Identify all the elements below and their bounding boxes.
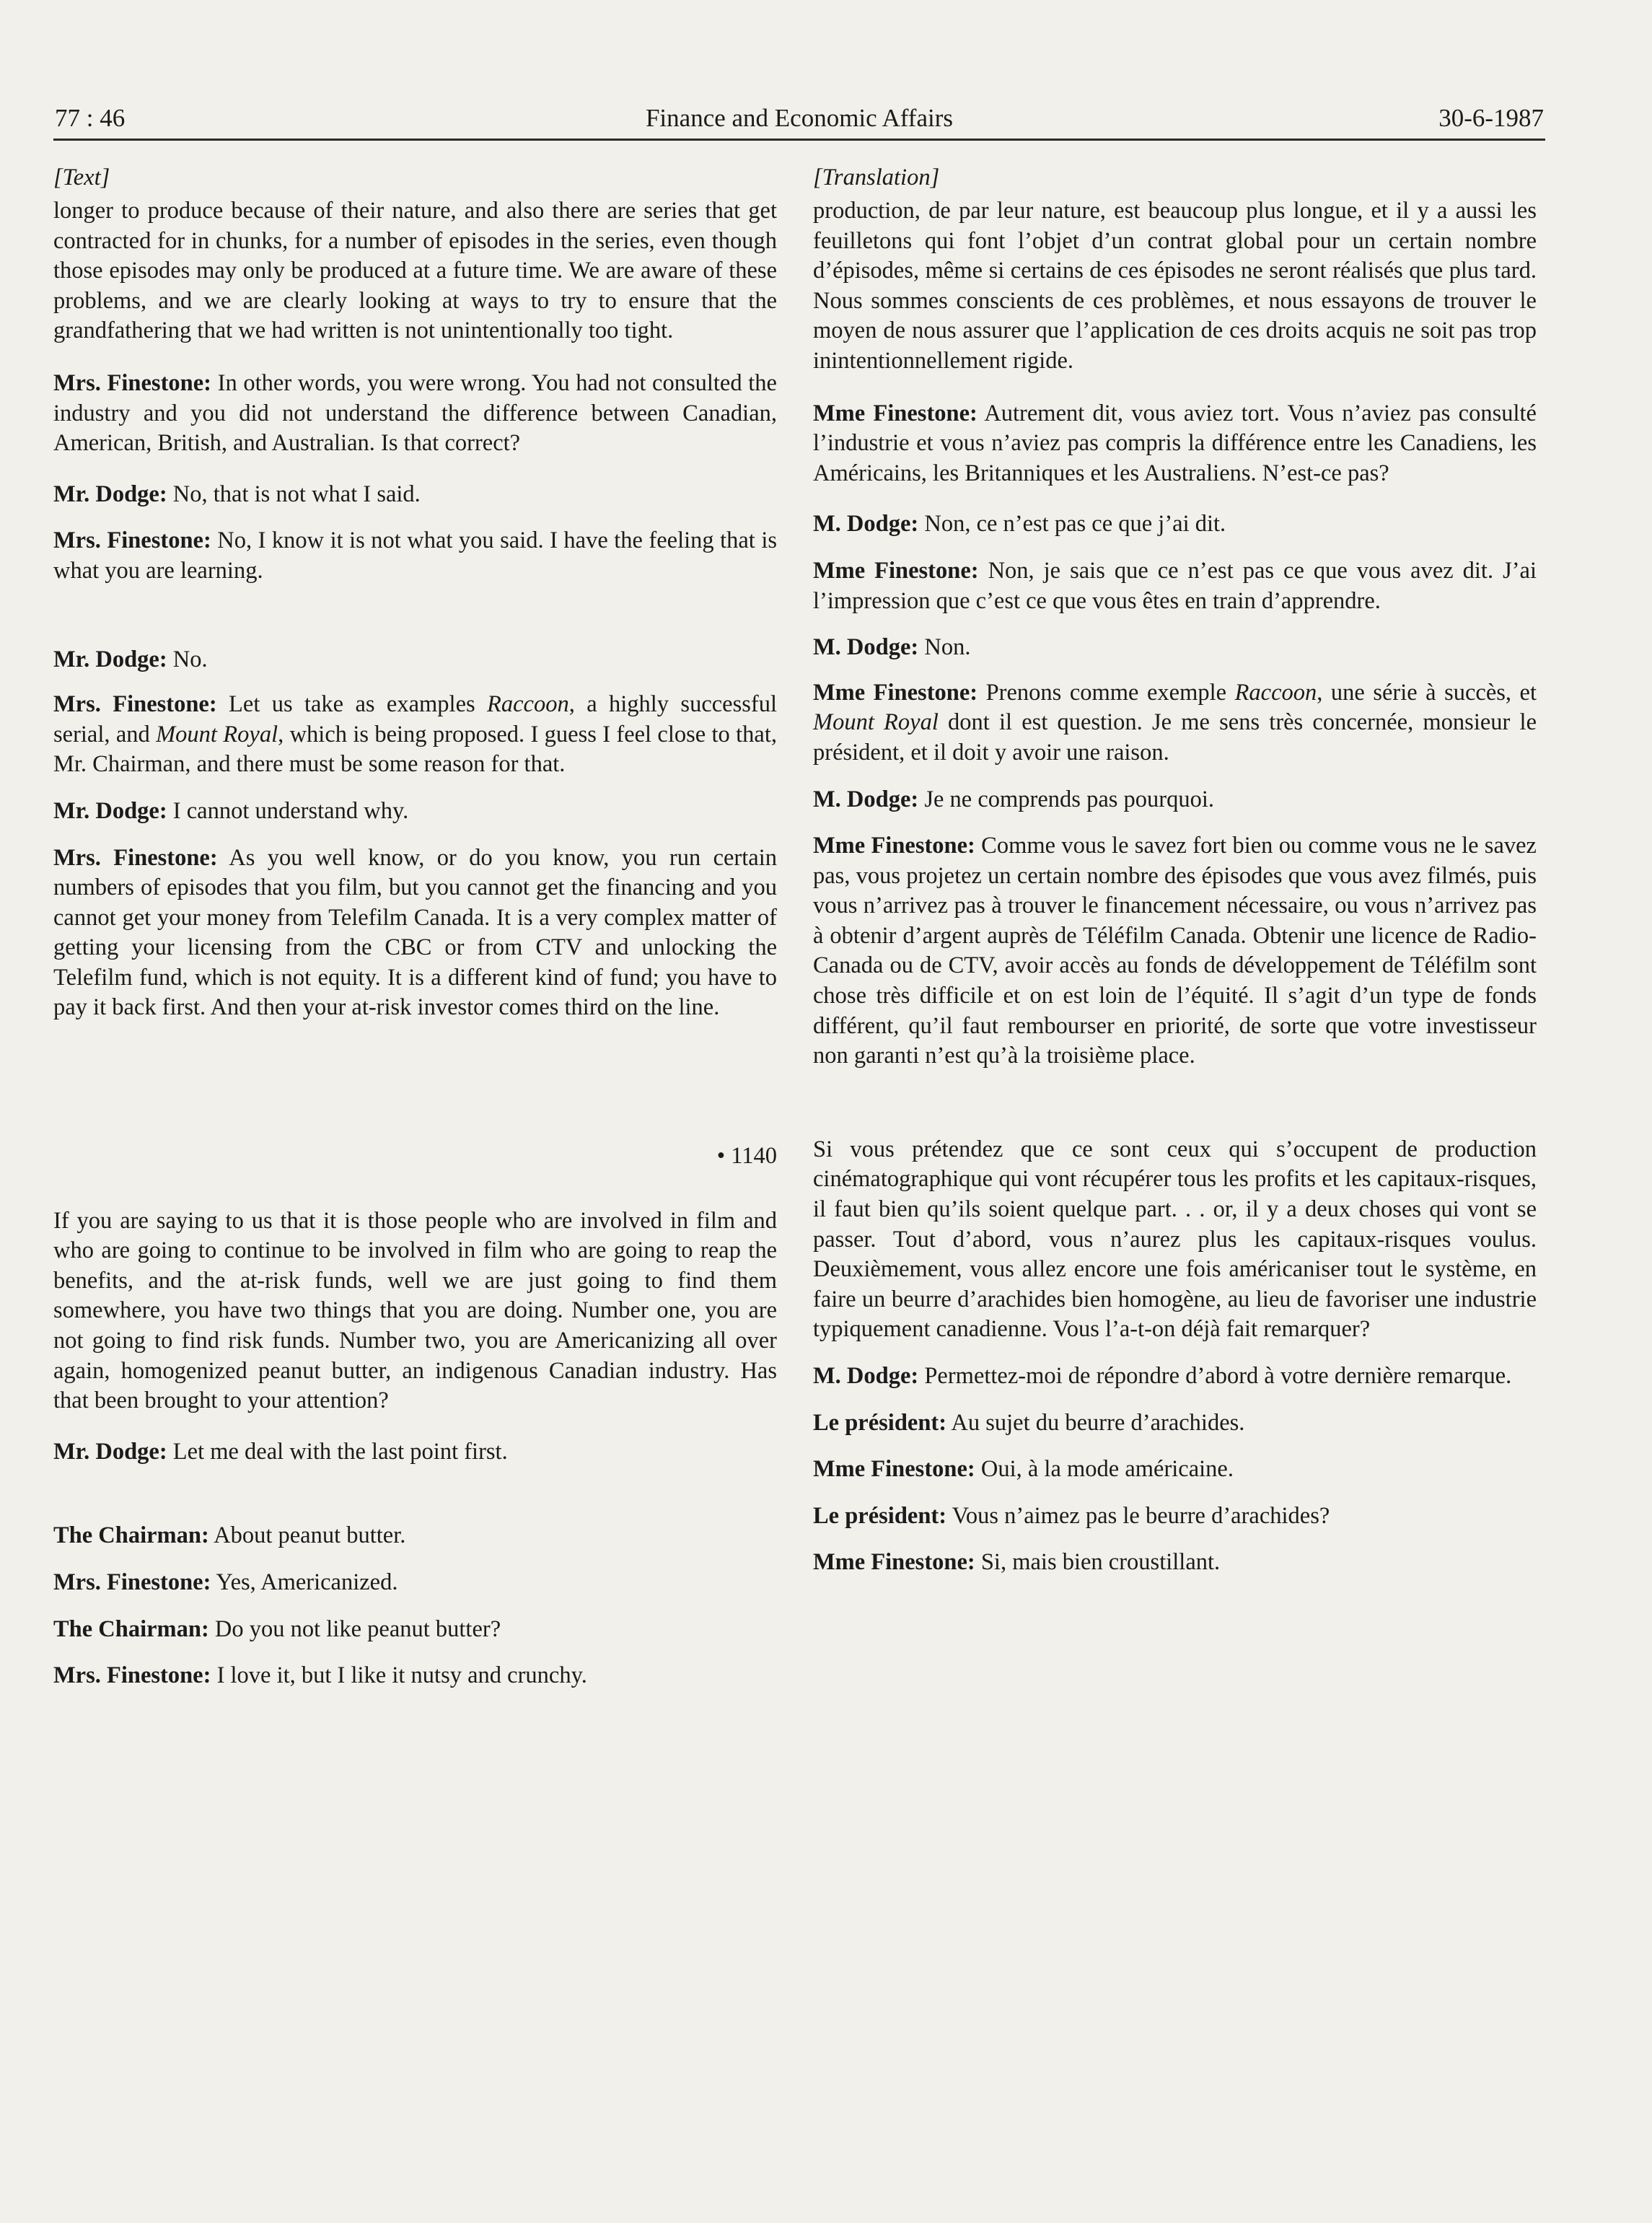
speaker-name: Mr. Dodge: — [53, 1438, 167, 1465]
page-date: 30-6-1987 — [1438, 104, 1544, 132]
time-marker: • 1140 — [716, 1143, 777, 1170]
speech-text: No, that is not what I said. — [167, 481, 421, 507]
transcript-paragraph — [53, 1661, 777, 1691]
speech-text: Comme vous le savez fort bien ou comme vous ne le savez pas, vous projetez un certain nombre des épisodes que vous avez filmés, puis vous n’arrivez pas à trouver le financement nécessaire, ou vous n’arrivez pas à obtenir d’argent auprès de Téléfilm Canada. Obtenir une licence de Radio-Canada ou de CTV, avoir accès au fonds de développement de Téléfilm sont chose très difficile et on est loin de l’équité. Il s’agit d’un type de fonds différent, qu’il faut rembourser en priorité, de sorte que votre investisseur non garanti n’est qu’à la troisième place. — [813, 833, 1537, 1069]
transcript-paragraph — [53, 690, 777, 780]
speaker-name: Mrs. Finestone: — [53, 844, 218, 871]
transcript-paragraph — [53, 1437, 777, 1468]
speech-text: Au sujet du beurre d’arachides. — [946, 1409, 1245, 1436]
speech-text: dont il est question. Je me sens très concernée, monsieur le président, et il doit y avoir une raison. — [813, 709, 1537, 766]
speech-text: , which is being proposed. I guess I feel close to that, Mr. Chairman, and there must be some reason for that. — [53, 721, 777, 778]
transcript-paragraph: Si vous prétendez que ce sont ceux qui s’occupent de production cinématographique qui vont récupérer tous les profits et les capitaux-risques, il faut bien qu’ils soient quelque part. . . or, il y a deux choses qui vont se passer. Tout d’abord, vous n’aurez plus les capitaux-risques voulus. Deuxièmement, vous allez encore une fois américaniser tout le système, en faire un beurre d’arachides bien homogène, au lieu de favoriser une industrie typiquement canadienne. Vous l’a-t-on déjà fait remarquer? — [813, 1136, 1537, 1343]
speech-text: , une série à succès, et — [1317, 679, 1537, 706]
speaker-name: Mme Finestone: — [813, 679, 978, 706]
speech-text: I love it, but I like it nutsy and crunchy. — [211, 1662, 587, 1689]
transcript-paragraph — [813, 785, 1537, 815]
speech-text: Autrement dit, vous aviez tort. Vous n’aviez pas consulté l’industrie et vous n’aviez pas compris la différence entre les Canadiens, les Américains, les Britanniques et les Australiens. N’est-ce pas? — [813, 400, 1537, 486]
speaker-name: Mrs. Finestone: — [53, 1569, 211, 1595]
speech-text: Let me deal with the last point first. — [167, 1438, 508, 1465]
transcript-paragraph — [53, 1568, 777, 1598]
page-number: 77 : 46 — [55, 104, 126, 132]
speaker-name: Mme Finestone: — [813, 400, 977, 426]
transcript-paragraph — [813, 1501, 1537, 1532]
speech-text: Oui, à la mode américaine. — [975, 1456, 1234, 1483]
show-title: Mount Royal — [813, 709, 939, 736]
transcript-paragraph — [813, 556, 1537, 616]
speech-text: Vous n’aimez pas le beurre d’arachides? — [946, 1502, 1330, 1529]
speech-text: I cannot understand why. — [167, 797, 409, 824]
page-title: Finance and Economic Affairs — [645, 104, 954, 132]
transcript-paragraph — [813, 1455, 1537, 1485]
transcript-paragraph — [813, 509, 1537, 540]
transcript-paragraph — [53, 369, 777, 459]
transcript-paragraph — [813, 1408, 1537, 1439]
speaker-name: Mme Finestone: — [813, 557, 979, 584]
speaker-name: Le président: — [813, 1409, 947, 1436]
speech-text: Permettez-moi de répondre d’abord à votre dernière remarque. — [918, 1363, 1512, 1389]
english-column — [53, 163, 777, 1714]
speech-text: About peanut butter. — [208, 1522, 406, 1549]
speech-text: Non, ce n’est pas ce que j’ai dit. — [918, 511, 1226, 538]
speech-text: , a highly successful serial, and — [53, 691, 777, 747]
column-label-translation: [Translation] — [813, 165, 940, 190]
french-column — [813, 163, 1537, 1600]
speaker-name: M. Dodge: — [813, 1363, 919, 1389]
speech-text: No, I know it is not what you said. I have the feeling that is what you are learning. — [53, 527, 777, 584]
speech-text: Si, mais bien croustillant. — [975, 1549, 1221, 1576]
speech-text: No. — [167, 646, 208, 672]
show-title: Raccoon — [1234, 679, 1317, 706]
speaker-name: Mr. Dodge: — [53, 646, 167, 672]
transcript-paragraph: If you are saying to us that it is those people who are involved in film and who are going to continue to be involved in film who are going to reap the benefits, and the at-risk funds, well we are just going to find them somewhere, you have two things that you are doing. Number one, you are not going to find risk funds. Number two, you are Americanizing all over again, homogenized peanut butter, an indigenous Canadian industry. Has that been brought to your attention? — [53, 1207, 777, 1414]
transcript-paragraph — [53, 480, 777, 510]
column-label-text: [Text] — [53, 165, 110, 190]
transcript-paragraph — [813, 1362, 1537, 1392]
speaker-name: Mrs. Finestone: — [53, 1662, 211, 1689]
speaker-name: M. Dodge: — [813, 634, 919, 661]
speaker-name: Mr. Dodge: — [53, 797, 167, 824]
transcript-paragraph — [813, 1548, 1537, 1578]
speaker-name: Mrs. Finestone: — [53, 369, 211, 396]
transcript-paragraph — [813, 633, 1537, 663]
page-header — [53, 101, 1545, 141]
transcript-paragraph — [53, 526, 777, 586]
speaker-name: Mr. Dodge: — [53, 481, 167, 507]
speaker-name: Mrs. Finestone: — [53, 691, 217, 718]
speech-text: In other words, you were wrong. You had not consulted the industry and you did not understand the difference between Canadian, American, British, and Australian. Is that correct? — [53, 369, 777, 457]
transcript-paragraph — [53, 797, 777, 827]
show-title: Raccoon — [487, 691, 569, 718]
speech-text: Je ne comprends pas pourquoi. — [918, 786, 1214, 812]
transcript-paragraph — [813, 399, 1537, 489]
speaker-name: M. Dodge: — [813, 511, 919, 538]
transcript-paragraph — [53, 843, 777, 1024]
transcript-paragraph — [53, 1615, 777, 1645]
transcript-paragraph — [813, 678, 1537, 768]
speaker-name: Mme Finestone: — [813, 1549, 975, 1576]
intro-paragraph: longer to produce because of their nature, and also there are series that get contracted for in chunks, for a number of episodes in the series, even though those episodes may only be produced at a future time. We are aware of these problems, and we are clearly looking at ways to try to ensure that the grandfathering that we had written is not unintentionally too tight. — [53, 198, 777, 344]
intro-paragraph: production, de par leur nature, est beaucoup plus longue, et il y a aussi les feuilletons qui font l’objet d’un contrat global pour un certain nombre d’épisodes, même si certains de ces épisodes ne seront réalisés que plus tard. Nous sommes conscients de ces problèmes, et nous essayons de trouver le moyen de nous assurer que l’application de ces droits acquis ne soit pas trop inintentionnellement rigide. — [813, 198, 1537, 374]
speaker-name: Le président: — [813, 1502, 947, 1529]
transcript-paragraph — [53, 1521, 777, 1551]
speech-text: Do you not like peanut butter? — [208, 1615, 501, 1642]
speaker-name: Mme Finestone: — [813, 833, 975, 859]
speech-text: Non. — [918, 634, 971, 661]
speech-text: Non, je sais que ce n’est pas ce que vous avez dit. J’ai l’impression que c’est ce que vous êtes en train d’apprendre. — [813, 557, 1537, 614]
speaker-name: The Chairman: — [53, 1522, 209, 1549]
speech-text: Let us take as examples — [216, 691, 488, 718]
speech-text: As you well know, or do you know, you run certain numbers of episodes that you film, but you cannot get the financing and you cannot get your money from Telefilm Canada. It is a very complex matter of getting your licensing from the CBC or from CTV and unlocking the Telefilm fund, which is not equity. It is a different kind of fund; you have to pay it back first. And then your at-risk investor comes third on the line. — [53, 844, 777, 1021]
speaker-name: The Chairman: — [53, 1615, 209, 1642]
speaker-name: Mrs. Finestone: — [53, 527, 211, 554]
show-title: Mount Royal — [156, 721, 278, 747]
speech-text: Yes, Americanized. — [211, 1569, 398, 1595]
speaker-name: M. Dodge: — [813, 786, 919, 812]
transcript-paragraph — [53, 645, 777, 675]
transcript-paragraph — [813, 831, 1537, 1071]
speech-text: Prenons comme exemple — [977, 679, 1235, 706]
speaker-name: Mme Finestone: — [813, 1456, 975, 1483]
